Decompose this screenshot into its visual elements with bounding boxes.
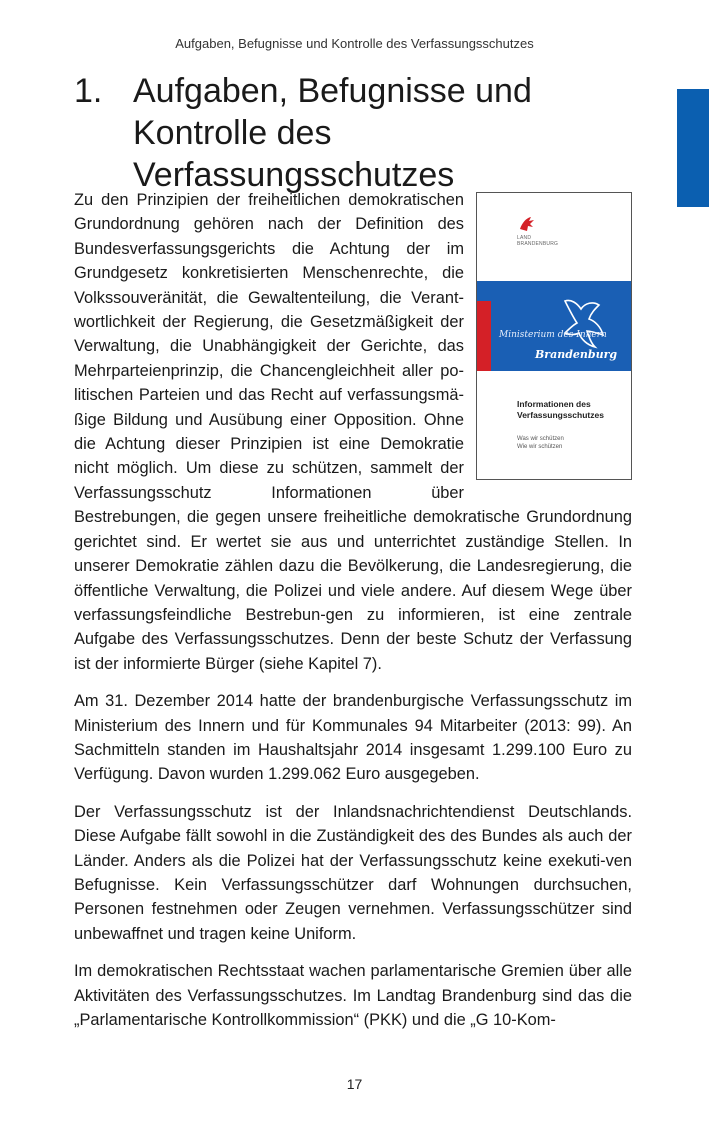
brochure-title-line2: Verfassungsschutzes xyxy=(517,410,604,420)
banner-script-text: Ministerium des Innern xyxy=(499,330,607,340)
brochure-subtitle-line2: Wie wir schützen xyxy=(517,444,563,450)
paragraph-principles: Zu den Prinzipien der freiheitlichen demokratischen Grundordnung gehören nach der Definition des Bundesverfassungsgerichts die Achtung der im Grundgesetz konkretisierten Menschenrechte, die Volkssouveränität, die Gewaltenteilung, die Verant-wortlichkeit der Regierung, die Gesetzmäßigkeit der Verwaltung, die Unabhängigkeit der Gerichte, das Mehrparteienprinzip, die Chancengleichheit aller po-litischen Parteien und das Recht auf verfassungsmä-ßige Bildung und Ausübung einer Opposition. Ohne die Achtung dieser Prinzipien ist eine Demokratie nicht möglich. Um diese zu schützen, sammelt der Verfassungsschutz Informationen über Bestrebungen, die gegen unsere freiheitliche demokratische Grundordnung gerichtet sind. Er wertet sie aus und unterrichtet zuständige Stellen. In unserer Demokratie zählen dazu die Bevölkerung, die Landesregierung, die öffentliche Verwaltung, die Polizei und viele andere. Auf diesem Wege über verfassungsfeindliche Bestrebun-gen zu informieren, ist eine zentrale Aufgabe des Verfassungsschutzes. Denn der beste Schutz der Verfassung ist der informierte Bürger (siehe Kapitel 7). xyxy=(74,191,632,673)
running-header: Aufgaben, Befugnisse und Kontrolle des Verfassungsschutzes xyxy=(175,36,534,51)
land-label xyxy=(517,235,558,247)
brochure-cover-image xyxy=(476,192,632,480)
chapter-title xyxy=(74,70,644,196)
land-label-line1: LAND xyxy=(517,235,532,241)
page-number: 17 xyxy=(346,1076,363,1092)
brochure-subtitle-line1: Was wir schützen xyxy=(517,436,564,442)
brochure-title xyxy=(517,399,627,421)
land-label-line2: BRANDENBURG xyxy=(517,241,559,247)
brandenburg-eagle-logo-icon xyxy=(517,215,537,233)
brochure-subtitle xyxy=(517,435,627,451)
chapter-number: 1. xyxy=(74,72,103,110)
paragraph-staff-budget: Am 31. Dezember 2014 hatte der brandenburgische Verfassungsschutz im Ministerium des Innern und für Kommunales 94 Mitarbeiter (2013: 99). An Sachmitteln standen im Haushaltsjahr 2014 insgesamt 1.299.100 Euro zu Verfügung. Davon wurden 1.299.062 Euro ausgegeben. xyxy=(74,692,632,784)
banner-name-text: Brandenburg xyxy=(535,348,618,361)
paragraph-parliamentary-control: Im demokratischen Rechtsstaat wachen parlamentarische Gremien über alle Aktivitäten des Verfassungsschutzes. Im Landtag Brandenburg sind das die „Parlamentarische Kontrollkommission“ (PKK) und die „G 10-Kom- xyxy=(74,962,632,1029)
chapter-title-text: Aufgaben, Befugnisse und Kontrolle des Verfassungsschutzes xyxy=(133,72,532,194)
brochure-title-line1: Informationen des xyxy=(517,399,591,409)
chapter-tab-marker xyxy=(677,89,709,207)
body-text xyxy=(74,188,632,1045)
paragraph-domestic-intelligence: Der Verfassungsschutz ist der Inlandsnachrichtendienst Deutschlands. Diese Aufgabe fällt sowohl in die Zuständigkeit des des Bundes als auch der Länder. Anders als die Polizei hat der Verfassungsschutz keine exekuti-ven Befugnisse. Kein Verfassungsschützer darf Wohnungen durchsuchen, Personen festnehmen oder Zeugen vernehmen. Verfassungsschützer sind unbewaffnet und tragen keine Uniform. xyxy=(74,802,632,943)
brochure-red-strip xyxy=(477,301,491,371)
